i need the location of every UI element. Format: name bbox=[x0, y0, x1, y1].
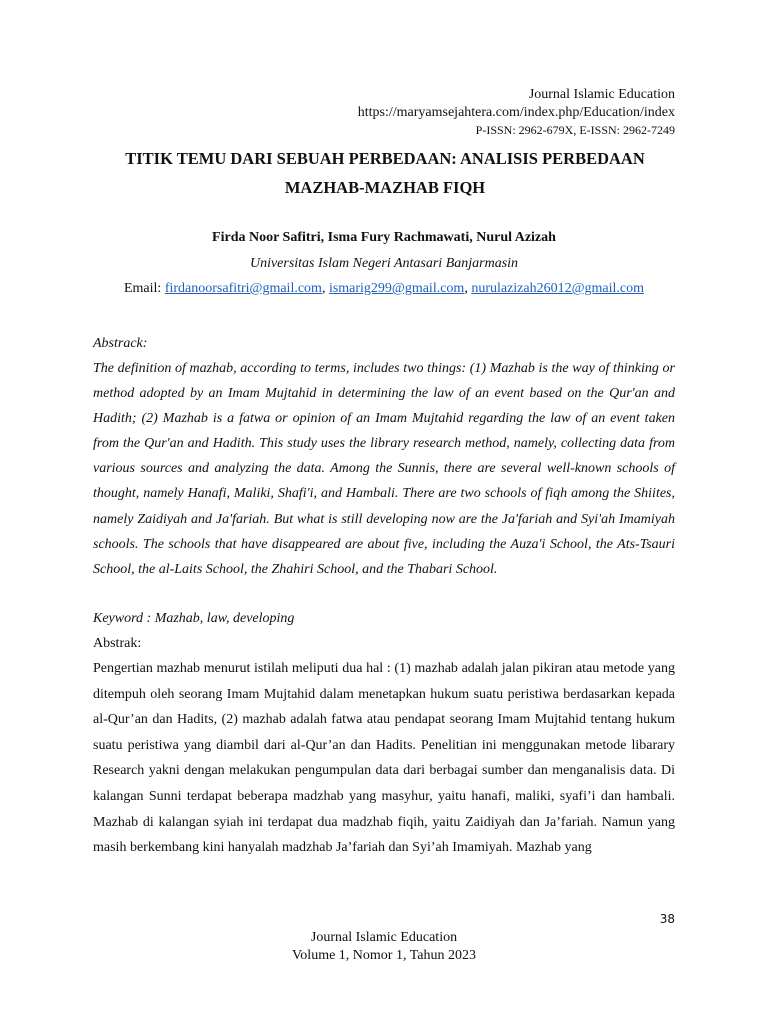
header-journal-url: https://maryamsejahtera.com/index.php/Education/index bbox=[357, 105, 675, 120]
email-link-3[interactable]: nurulazizah26012@gmail.com bbox=[471, 281, 644, 296]
journal-header bbox=[358, 86, 675, 138]
keywords: Keyword : Mazhab, law, developing bbox=[93, 611, 295, 626]
abstract-id-text: Pengertian mazhab menurut istilah meliputi dua hal : (1) mazhab adalah jalan pikiran atau metode yang ditempuh oleh seorang Imam Mujtahid dalam menetapkan hukum suatu peristiwa berdasarkan kepada al-Qur’an dan Hadits, (2) mazhab adalah fatwa atau pendapat seorang Imam Mujtahid tentang hukum suatu peristiwa yang diambil dari al-Qur’an dan Hadits. Penelitian ini menggunakan metode libarary Research yakni dengan melakukan pengumpulan data dari berbagai sumber dan menganalisis data. Di kalangan Sunni terdapat beberapa madzhab yang masyhur, yaitu hanafi, maliki, syafi’i dan hambali. Mazhab di kalangan syiah ini terdapat dua madzhab fiqih, yaitu Zaidiyah dan Ja’fariah. Namun yang masih berkembang kini hanyalah madzhab Ja’fariah dan Syi’ah Imamiyah. Mazhab yang bbox=[93, 661, 675, 856]
email-link-2[interactable]: ismarig299@gmail.com bbox=[328, 281, 465, 296]
email-link-1[interactable]: firdanoorsafitri@gmail.com bbox=[164, 281, 322, 296]
affiliation: Universitas Islam Negeri Antasari Banjarmasin bbox=[249, 256, 519, 271]
abstract-en-text: The definition of mazhab, according to terms, includes two things: (1) Mazhab is the way of thinking or method adopted by an Imam Mujtahid in determining the law of an event based on the Qur'an and Hadith; (2) Mazhab is a fatwa or opinion of an Imam Mujtahid regarding the law of an event taken from the Qur'an and Hadith. This study uses the library research method, namely, collecting data from various sources and analyzing the data. Among the Sunnis, there are several well-known schools of thought, namely Hanafi, Maliki, Shafi'i, and Hambali. There are two schools of fiqh among the Shiites, namely Zaidiyah and Ja'fariah. But what is still developing now are the Ja'fariah and Syi'ah Imamiyah schools. The schools that have disappeared are about five, including the Auza'i School, the Ats-Tsauri School, the al-Laits School, the Zhahiri School, and the Thabari School. bbox=[93, 361, 675, 577]
footer-journal-name: Journal Islamic Education bbox=[310, 930, 458, 945]
paper-title-line-1: TITIK TEMU DARI SEBUAH PERBEDAAN: ANALISIS PERBEDAAN bbox=[125, 149, 645, 168]
email-separator: , bbox=[321, 281, 329, 296]
email-separator: , bbox=[464, 281, 472, 296]
abstract-id-label: Abstrak: bbox=[93, 636, 142, 651]
page-number: 38 bbox=[659, 912, 675, 926]
header-journal-name: Journal Islamic Education bbox=[528, 87, 675, 102]
footer-volume: Volume 1, Nomor 1, Tahun 2023 bbox=[292, 948, 476, 963]
paper-title bbox=[60, 144, 710, 202]
email-line bbox=[0, 281, 768, 297]
email-label: Email: bbox=[123, 281, 165, 296]
header-issn: P-ISSN: 2962-679X, E-ISSN: 2962-7249 bbox=[475, 123, 675, 137]
paper-title-line-2: MAZHAB-MAZHAB FIQH bbox=[284, 178, 486, 197]
page-footer bbox=[0, 929, 768, 965]
authors: Firda Noor Safitri, Isma Fury Rachmawati, Nurul Azizah bbox=[212, 230, 556, 245]
abstract-en-label: Abstrack: bbox=[93, 336, 148, 351]
